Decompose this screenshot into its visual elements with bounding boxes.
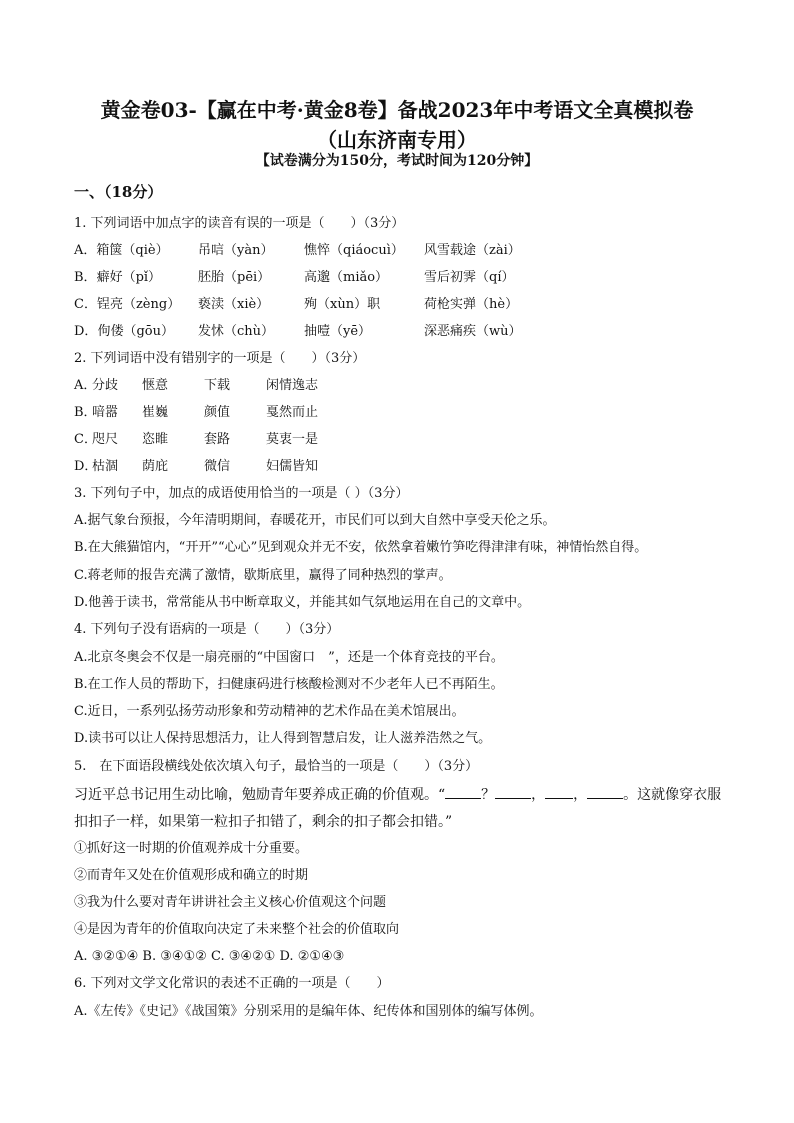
q5-passage-line2: 扣扣子一样，如果第一粒扣子扣错了，剩余的扣子都会扣错。” xyxy=(74,814,453,830)
option-label: D． xyxy=(74,459,98,474)
exam-title: 黄金卷03-【赢在中考·黄金8卷】备战2023年中考语文全真模拟卷 xyxy=(100,98,694,122)
q3-option-b: B.在大熊猫馆内，“开开”“心心”见到观众并无不安，依然拿着嫩竹笋吃得津津有味，神情怡然自得。 xyxy=(74,540,648,555)
option-item: 憔悴（qiáocuì） xyxy=(304,243,404,258)
option-item: 妇儒皆知 xyxy=(266,459,319,474)
q4-option-c: C.近日，一系列弘扬劳动形象和劳动精神的艺术作品在美术馆展出。 xyxy=(74,704,465,719)
option-item: 分歧 xyxy=(92,378,119,393)
option-item: 下载 xyxy=(204,378,231,393)
question-2-stem: 2. 下列词语中没有错别字的一项是（ ）（3分） xyxy=(74,351,366,366)
option-item: 套路 xyxy=(204,432,231,447)
option-item: 喑嚣 xyxy=(92,405,119,420)
option-item: 颜值 xyxy=(204,405,231,420)
option-item: 雪后初霁（qí） xyxy=(424,270,515,285)
exam-note: 【试卷满分为150分，考试时间为120分钟】 xyxy=(255,153,539,169)
q4-option-b: B.在工作人员的帮助下，扫健康码进行核酸检测对不少老年人已不再陌生。 xyxy=(74,677,504,692)
question-5-stem: 5. 在下面语段横线处依次填入句子，最恰当的一项是（ ）（3分） xyxy=(74,759,479,774)
option-item: 胚胎（pēi） xyxy=(198,270,271,285)
q5-passage-line1 xyxy=(74,785,721,805)
passage-text: ， xyxy=(573,787,588,803)
option-text: C．锃亮（zèng） xyxy=(74,297,181,312)
q5-sentence-4: ④是因为青年的价值取向决定了未来整个社会的价值取向 xyxy=(74,922,400,937)
q5-sentence-3: ③我为什么要对青年讲讲社会主义核心价值观这个问题 xyxy=(74,895,387,910)
option-label: B． xyxy=(74,405,97,420)
option-item: 亵渎（xiè） xyxy=(198,297,270,312)
q4-option-a: A.北京冬奥会不仅是一扇亮丽的“中国窗口 ”，还是一个体育竞技的平台。 xyxy=(74,650,504,665)
question-3-stem: 3. 下列句子中，加点的成语使用恰当的一项是（ ）（3分） xyxy=(74,486,409,501)
option-label: C． xyxy=(74,432,97,447)
option-text: A．箱箧（qiè） xyxy=(74,243,169,258)
q5-choices: A. ③②①④ B. ③④①② C. ③④②① D. ②①④③ xyxy=(74,949,345,964)
option-item: 咫尺 xyxy=(92,432,119,447)
question-4-stem: 4. 下列句子没有语病的一项是（ ）（3分） xyxy=(74,622,340,637)
option-item: 荷枪实弹（hè） xyxy=(424,297,519,312)
option-item: 惬意 xyxy=(142,378,169,393)
passage-text: 。这就像穿衣服 xyxy=(623,787,722,803)
question-1-stem: 1. 下列词语中加点字的读音有误的一项是（ ）（3分） xyxy=(74,216,405,231)
option-item: 戛然而止 xyxy=(266,405,319,420)
q4-option-d: D.读书可以让人保持思想活力，让人得到智慧启发，让人滋养浩然之气。 xyxy=(74,731,492,746)
option-label: A． xyxy=(74,378,97,393)
q3-option-a: A.据气象台预报，今年清明期间，春暖花开，市民们可以到大自然中享受天伦之乐。 xyxy=(74,513,556,528)
section-heading: 一、（18分） xyxy=(74,183,163,201)
option-item: 风雪载途（zài） xyxy=(424,243,521,258)
option-item: 吊唁（yàn） xyxy=(198,243,274,258)
option-item: 抽噎（yē） xyxy=(304,324,372,339)
blank-line xyxy=(495,785,531,799)
option-item: 深恶痛疾（wù） xyxy=(424,324,522,339)
passage-text: ， xyxy=(531,787,546,803)
passage-text: ？ xyxy=(481,787,496,803)
option-item: 殉（xùn）职 xyxy=(304,297,381,312)
option-item: 崔巍 xyxy=(142,405,169,420)
option-item: 高邈（miǎo） xyxy=(304,270,389,285)
option-text: D．佝偻（gōu） xyxy=(74,324,174,339)
q5-sentence-1: ①抓好这一时期的价值观养成十分重要。 xyxy=(74,841,309,856)
blank-line xyxy=(545,785,573,799)
q3-option-c: C.蒋老师的报告充满了激情，歇斯底里，赢得了同种热烈的掌声。 xyxy=(74,568,452,583)
option-text: B．癖好（pǐ） xyxy=(74,270,162,285)
passage-text: 习近平总书记用生动比喻，勉励青年要养成正确的价值观。“ xyxy=(74,787,446,803)
q5-sentence-2: ②而青年又处在价值观形成和确立的时期 xyxy=(74,868,309,883)
option-item: 枯涸 xyxy=(92,459,119,474)
option-item: 发怵（chù） xyxy=(198,324,275,339)
option-item: 荫庇 xyxy=(142,459,169,474)
option-item: 闲情逸志 xyxy=(266,378,319,393)
q6-option-a: A.《左传》《史记》《战国策》分别采用的是编年体、纪传体和国别体的编写体例。 xyxy=(74,1004,543,1019)
q3-option-d: D.他善于读书，常常能从书中断章取义，并能其如气氛地运用在自己的文章中。 xyxy=(74,595,531,610)
option-item: 微信 xyxy=(204,459,231,474)
option-item: 莫衷一是 xyxy=(266,432,319,447)
question-6-stem: 6. 下列对文学文化常识的表述不正确的一项是（ ） xyxy=(74,976,390,991)
blank-line xyxy=(587,785,623,799)
exam-subtitle: （山东济南专用） xyxy=(317,128,477,152)
option-item: 恣睢 xyxy=(142,432,169,447)
blank-line xyxy=(445,785,481,799)
